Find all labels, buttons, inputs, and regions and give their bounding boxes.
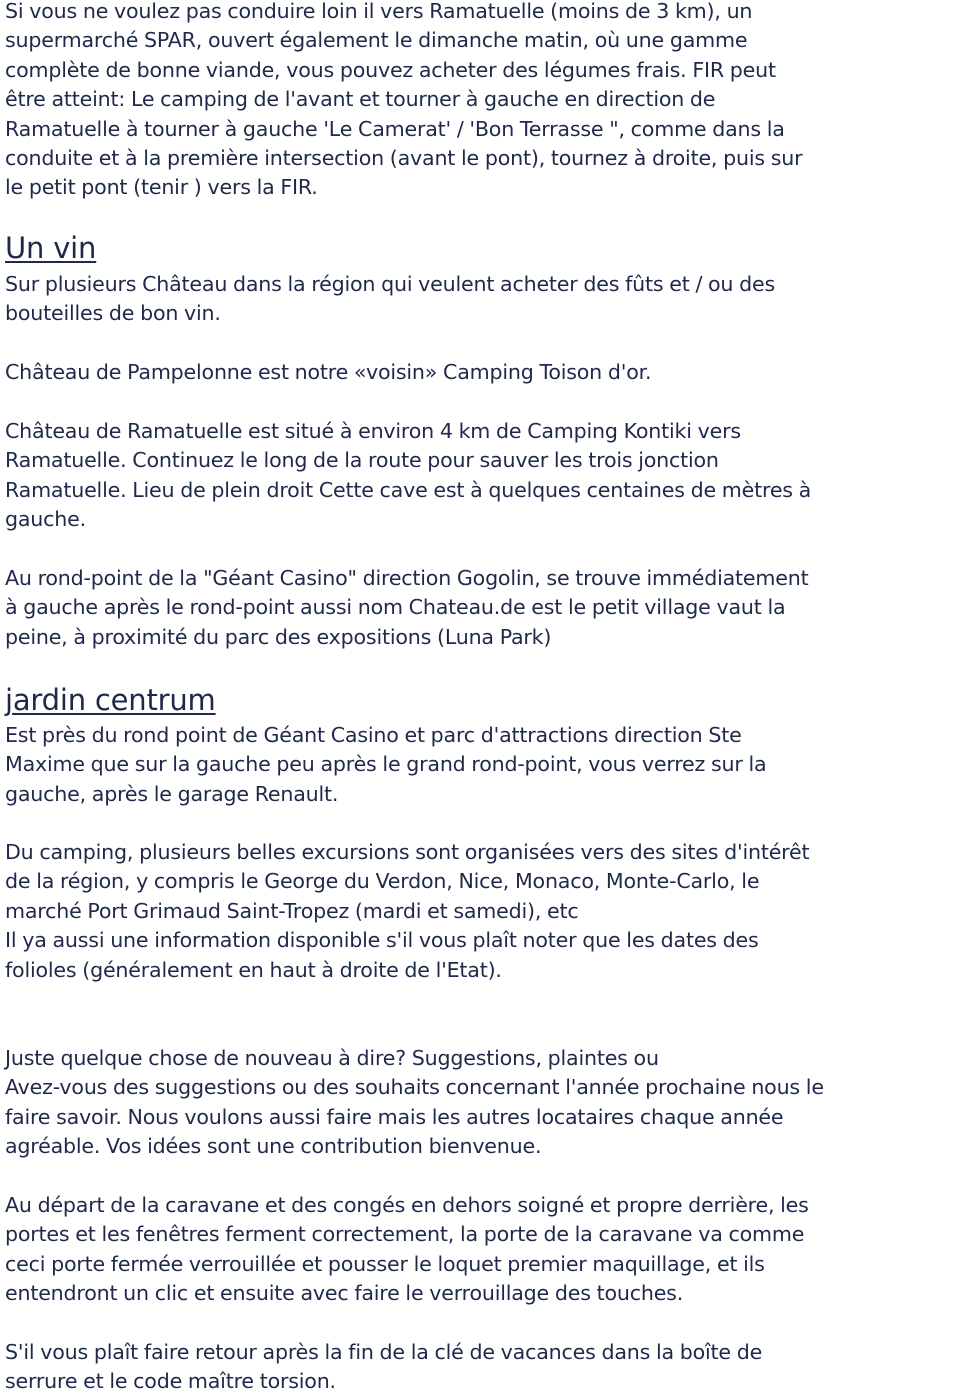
text-line: Du camping, plusieurs belles excursions sont organisées vers des sites d'intérêt	[5, 840, 810, 864]
paragraph-excursions	[5, 838, 809, 985]
paragraph-supermarket-directions	[5, 0, 802, 203]
text-line: portes et les fenêtres ferment correctement, la porte de la caravane va comme	[5, 1222, 805, 1247]
text-line: Avez-vous des suggestions ou des souhaits concernant l'année prochaine nous le	[5, 1075, 824, 1100]
text-line: conduite et à la première intersection (avant le pont), tournez à droite, puis sur	[5, 146, 803, 171]
text-line: peine, à proximité du parc des expositions (Luna Park)	[5, 624, 552, 649]
heading-un-vin: Un vin	[5, 231, 97, 265]
paragraph-geant-casino	[5, 564, 808, 652]
paragraph-chateau-ramatuelle	[5, 417, 811, 535]
paragraph-pampelonne	[5, 358, 651, 387]
text-line: de la région, y compris le George du Verdon, Nice, Monaco, Monte-Carlo, le	[5, 869, 760, 894]
text-line: Est près du rond point de Géant Casino et parc d'attractions direction Ste	[5, 723, 742, 747]
paragraph-departure	[5, 1191, 809, 1309]
text-line: Juste quelque chose de nouveau à dire? Suggestions, plaintes ou	[5, 1046, 659, 1070]
paragraph-jardin-location	[5, 721, 766, 809]
text-line: ceci porte fermée verrouillée et pousser le loquet premier maquillage, et ils	[5, 1251, 765, 1276]
text-line: folioles (généralement en haut à droite de l'Etat).	[5, 957, 502, 982]
text-line: Ramatuelle. Continuez le long de la route pour sauver les trois jonction	[5, 448, 719, 473]
text-line: agréable. Vos idées sont une contribution bienvenue.	[5, 1134, 542, 1159]
text-line: être atteint: Le camping de l'avant et tourner à gauche en direction de	[5, 87, 716, 112]
text-line: Au rond-point de la "Géant Casino" direction Gogolin, se trouve immédiatement	[5, 566, 809, 590]
text-line: Maxime que sur la gauche peu après le grand rond-point, vous verrez sur la	[5, 752, 767, 777]
text-line: entendront un clic et ensuite avec faire le verrouillage des touches.	[5, 1281, 684, 1306]
paragraph-key-return	[5, 1338, 762, 1397]
text-line: Au départ de la caravane et des congés en dehors soigné et propre derrière, les	[5, 1193, 809, 1217]
text-line: faire savoir. Nous voulons aussi faire mais les autres locataires chaque année	[5, 1104, 784, 1129]
text-line: supermarché SPAR, ouvert également le dimanche matin, où une gamme	[5, 28, 748, 53]
text-line: gauche, après le garage Renault.	[5, 781, 339, 806]
text-line: marché Port Grimaud Saint-Tropez (mardi et samedi), etc	[5, 898, 579, 923]
text-line: Il ya aussi une information disponible s'il vous plaît noter que les dates des	[5, 928, 759, 953]
text-line: à gauche après le rond-point aussi nom Chateau.de est le petit village vaut la	[5, 595, 786, 620]
text-line: serrure et le code maître torsion.	[5, 1369, 336, 1394]
text-line: Ramatuelle à tourner à gauche 'Le Camerat' / 'Bon Terrasse ", comme dans la	[5, 116, 785, 141]
text-line: Si vous ne voulez pas conduire loin il vers Ramatuelle (moins de 3 km), un	[5, 0, 753, 23]
text-line: Ramatuelle. Lieu de plein droit Cette cave est à quelques centaines de mètres à	[5, 477, 812, 502]
text-line: le petit pont (tenir ) vers la FIR.	[5, 175, 318, 200]
paragraph-suggestions	[5, 1044, 824, 1162]
text-line: bouteilles de bon vin.	[5, 301, 221, 326]
text-line: Château de Ramatuelle est situé à environ 4 km de Camping Kontiki vers	[5, 419, 741, 443]
paragraph-wine-chateaux	[5, 270, 775, 329]
text-line: Sur plusieurs Château dans la région qui veulent acheter des fûts et / ou des	[5, 272, 775, 296]
text-line: Château de Pampelonne est notre «voisin» Camping Toison d'or.	[5, 360, 652, 384]
heading-jardin-centrum: jardin centrum	[5, 683, 216, 717]
text-line: S'il vous plaît faire retour après la fin de la clé de vacances dans la boîte de	[5, 1340, 763, 1364]
text-line: complète de bonne viande, vous pouvez acheter des légumes frais. FIR peut	[5, 57, 776, 82]
text-line: gauche.	[5, 507, 86, 532]
